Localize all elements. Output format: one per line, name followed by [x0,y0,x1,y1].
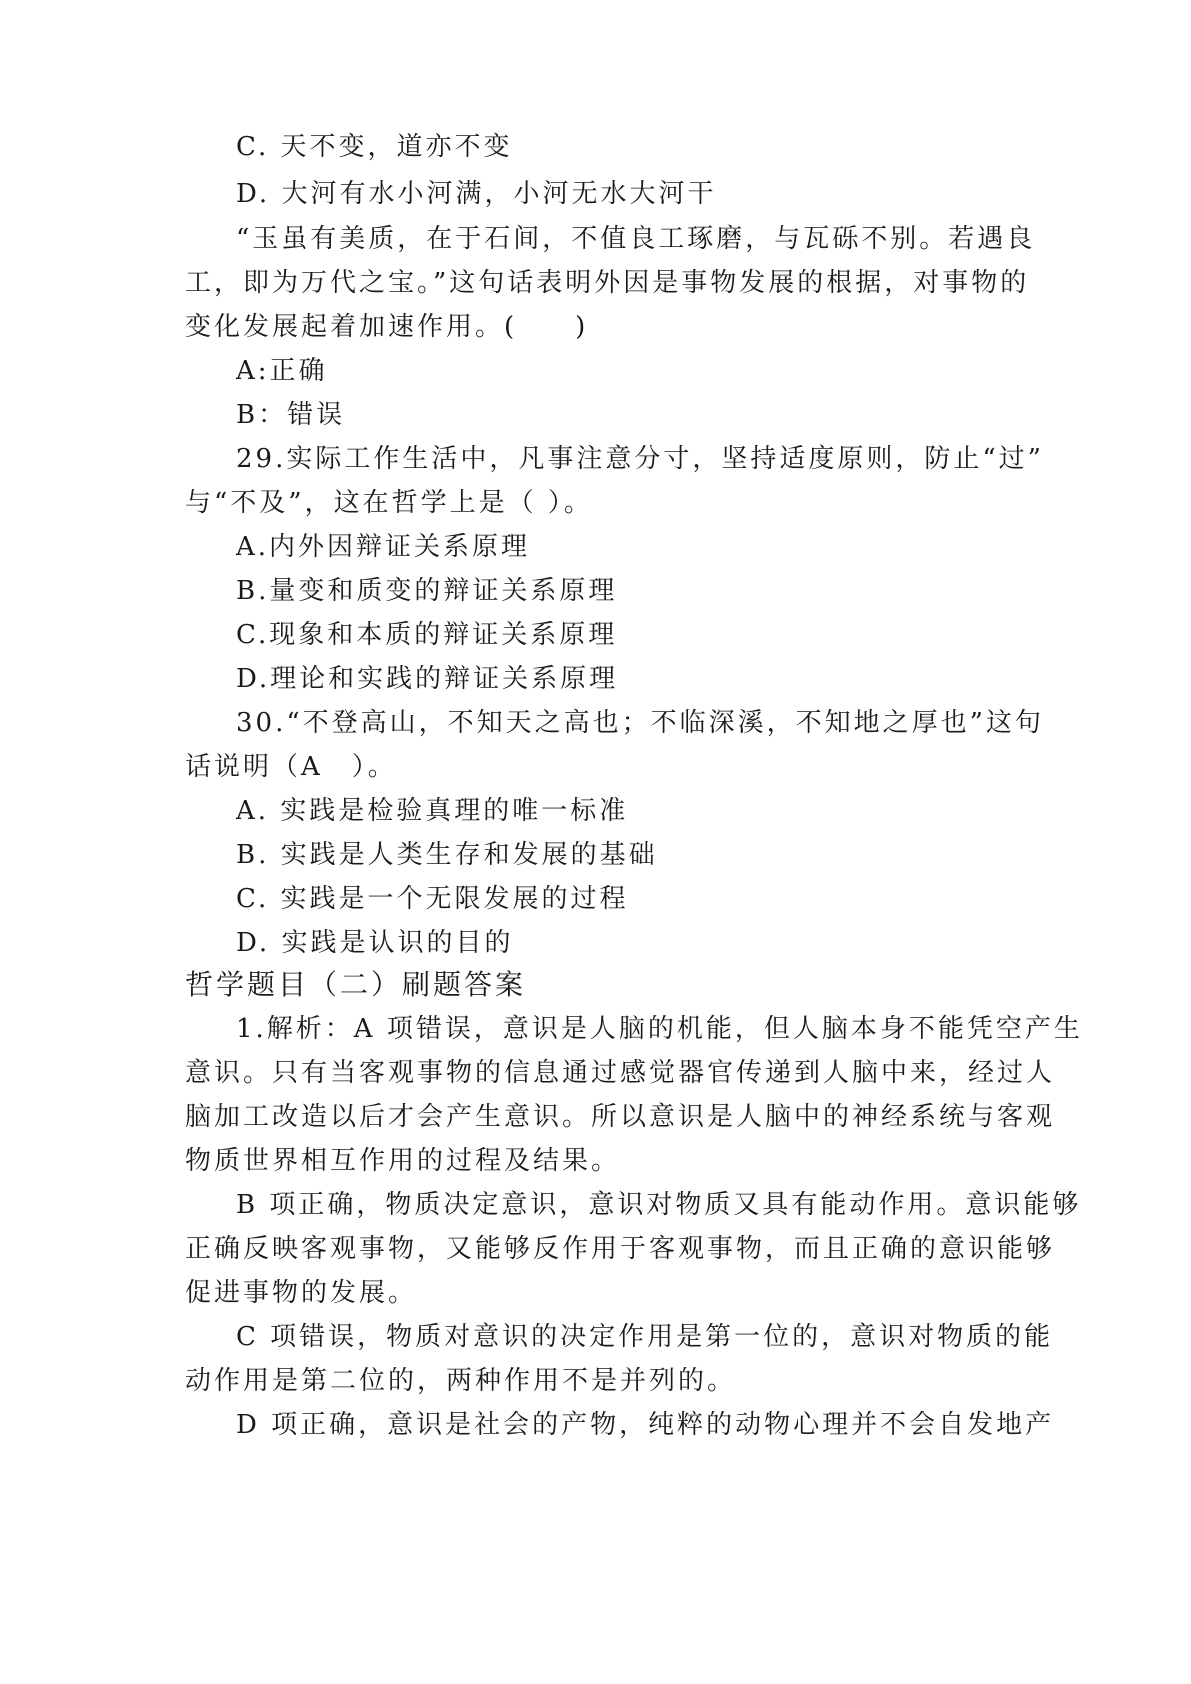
section-heading: 哲学题目（二）刷题答案 [185,968,527,1001]
option-d-q28: D. 大河有水小河满，小河无水大河干 [236,179,717,209]
answer-1-text: 1.解析：A 项错误，意识是人脑的机能，但人脑本身不能凭空产生 [236,1014,1083,1044]
question-text: “玉虽有美质，在于石间，不值良工琢磨，与瓦砾不别。若遇良 [236,224,1036,254]
question-text: 工，即为万代之宝。”这句话表明外因是事物发展的根据，对事物的 [185,268,1030,298]
option-d-q30: D. 实践是认识的目的 [236,928,514,958]
option-b-q29: B.量变和质变的辩证关系原理 [236,576,618,606]
question-29-text: 与“不及”，这在哲学上是（ ）。 [185,488,593,518]
option-b-q30: B. 实践是人类生存和发展的基础 [236,840,658,870]
question-30-text: 30.“不登高山，不知天之高也；不临深溪，不知地之厚也”这句 [236,708,1044,738]
answer-b-text: 正确反映客观事物，又能够反作用于客观事物，而且正确的意识能够 [185,1234,1056,1264]
answer-c-text: 动作用是第二位的，两种作用不是并列的。 [185,1366,737,1396]
option-c-q29: C.现象和本质的辩证关系原理 [236,620,618,650]
option-c-q30: C. 实践是一个无限发展的过程 [236,884,629,914]
option-a: A:正确 [236,356,328,386]
answer-c-text: C 项错误，物质对意识的决定作用是第一位的，意识对物质的能 [236,1322,1054,1352]
option-d-q29: D.理论和实践的辩证关系原理 [236,664,619,694]
option-c-q28: C. 天不变，道亦不变 [236,132,513,162]
answer-b-text: B 项正确，物质决定意识，意识对物质又具有能动作用。意识能够 [236,1190,1082,1220]
question-29-text: 29.实际工作生活中，凡事注意分寸，坚持适度原则，防止“过” [236,444,1044,474]
answer-1-text: 意识。只有当客观事物的信息通过感觉器官传递到人脑中来，经过人 [185,1058,1056,1088]
answer-1-text: 物质世界相互作用的过程及结果。 [185,1146,621,1176]
answer-d-text: D 项正确，意识是社会的产物，纯粹的动物心理并不会自发地产 [236,1410,1055,1440]
answer-b-text: 促进事物的发展。 [185,1278,418,1308]
option-a-q29: A.内外因辩证关系原理 [236,532,531,562]
option-b: B：错误 [236,400,346,430]
option-a-q30: A. 实践是检验真理的唯一标准 [236,796,629,826]
question-text: 变化发展起着加速作用。( ) [185,312,589,342]
answer-1-text: 脑加工改造以后才会产生意识。所以意识是人脑中的神经系统与客观 [185,1102,1056,1132]
question-30-text: 话说明（A ）。 [185,752,397,782]
